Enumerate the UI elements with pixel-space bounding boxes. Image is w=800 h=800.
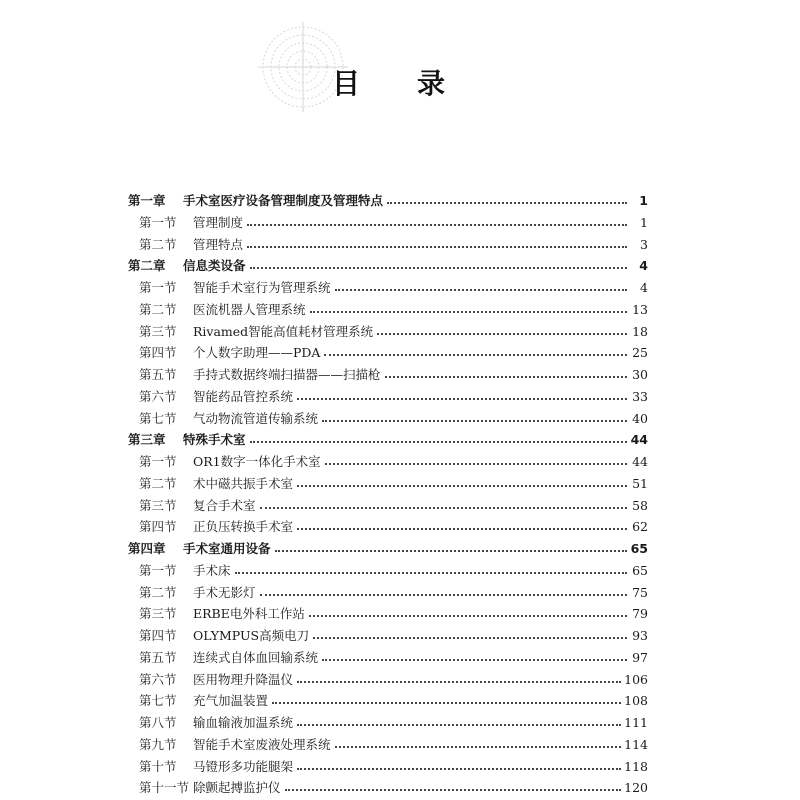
toc-dot-leader — [272, 701, 621, 704]
toc-entry-title: 术中磁共振手术室 — [193, 475, 294, 491]
toc-dot-leader — [275, 549, 627, 552]
toc-section-entry[interactable] — [139, 386, 648, 407]
toc-page-number: 79 — [632, 606, 648, 622]
toc-dot-leader — [247, 223, 627, 226]
toc-entry-label: 第十一节 — [139, 780, 190, 796]
toc-entry-title: 气动物流管道传输系统 — [193, 410, 319, 426]
page-title-char-2: 录 — [417, 67, 446, 100]
toc-entry-label: 第四节 — [139, 345, 177, 361]
toc-page-number: 75 — [632, 584, 648, 600]
toc-section-entry[interactable] — [139, 756, 648, 777]
toc-entry-title: ERBE电外科工作站 — [193, 606, 305, 622]
toc-dot-leader — [322, 419, 627, 422]
toc-entry-label: 第三节 — [139, 606, 177, 622]
toc-page-number: 13 — [632, 301, 648, 317]
toc-entry-label: 第一节 — [139, 280, 177, 295]
toc-section-entry[interactable] — [139, 516, 648, 537]
toc-dot-leader — [387, 201, 627, 204]
toc-dot-leader — [325, 462, 627, 465]
toc-page-number: 3 — [640, 236, 648, 252]
toc-entry-title: 医用物理升降温仪 — [193, 671, 294, 687]
toc-entry-label: 第七节 — [139, 410, 177, 426]
toc-entry-title: OLYMPUS高频电刀 — [193, 628, 310, 643]
toc-dot-leader — [260, 593, 627, 596]
toc-dot-leader — [247, 245, 627, 248]
toc-section-entry[interactable] — [139, 712, 648, 733]
toc-entry-title: 手术室医疗设备管理制度及管理特点 — [183, 193, 384, 208]
toc-dot-leader — [310, 310, 627, 313]
toc-entry-label: 第九节 — [139, 736, 177, 752]
toc-page-number: 93 — [632, 628, 648, 643]
toc-section-entry[interactable] — [139, 342, 648, 363]
toc-dot-leader — [297, 767, 621, 770]
toc-page-number: 106 — [624, 671, 648, 687]
toc-dot-leader — [235, 571, 627, 574]
toc-entry-title: 智能手术室废液处理系统 — [193, 736, 331, 752]
toc-dot-leader — [297, 723, 621, 726]
toc-entry-title: 正负压转换手术室 — [193, 519, 294, 535]
toc-dot-leader — [297, 397, 627, 400]
toc-entry-title: 手术室通用设备 — [183, 541, 271, 556]
toc-entry-label: 第三节 — [139, 323, 177, 339]
toc-page-number: 58 — [632, 497, 648, 513]
toc-section-entry[interactable] — [139, 669, 648, 690]
toc-entry-title: 管理特点 — [193, 236, 244, 252]
toc-dot-leader — [297, 680, 621, 683]
toc-dot-leader — [309, 614, 627, 617]
toc-section-entry[interactable] — [139, 734, 648, 755]
toc-dot-leader — [335, 288, 627, 291]
toc-entry-label: 第一节 — [139, 454, 177, 469]
toc-page-number: 108 — [624, 693, 648, 709]
toc-entry-label: 第四节 — [139, 628, 177, 643]
toc-entry-title: OR1数字一体化手术室 — [193, 454, 321, 469]
toc-section-entry[interactable] — [139, 560, 648, 581]
toc-entry-title: 马镫形多功能腿架 — [193, 758, 294, 774]
toc-dot-leader — [260, 506, 627, 509]
toc-entry-label: 第一章 — [128, 193, 166, 208]
toc-section-entry[interactable] — [139, 603, 648, 624]
toc-page-number: 114 — [624, 736, 648, 752]
toc-entry-label: 第八节 — [139, 715, 177, 730]
toc-page-number: 1 — [639, 193, 648, 208]
toc-entry-title: 个人数字助理——PDA — [193, 345, 321, 361]
toc-page-number: 97 — [632, 649, 648, 665]
toc-page-number: 44 — [630, 432, 648, 448]
toc-page-number: 18 — [632, 323, 648, 339]
toc-page-number: 65 — [630, 541, 648, 556]
toc-entry-label: 第一节 — [139, 214, 177, 230]
toc-chapter-entry[interactable] — [128, 538, 648, 559]
toc-entry-title: 手持式数据终端扫描器——扫描枪 — [193, 367, 381, 382]
toc-entry-title: 医流机器人管理系统 — [193, 301, 306, 317]
toc-entry-label: 第六节 — [139, 388, 177, 404]
toc-entry-label: 第四章 — [128, 541, 166, 556]
toc-page-number: 33 — [632, 388, 648, 404]
toc-section-entry[interactable] — [139, 473, 648, 494]
toc-entry-title: 连续式自体血回输系统 — [193, 649, 319, 665]
toc-page-number: 1 — [640, 214, 648, 230]
toc-section-entry[interactable] — [139, 495, 648, 516]
toc-entry-label: 第二节 — [139, 475, 177, 491]
toc-section-entry[interactable] — [139, 364, 648, 385]
toc-entry-label: 第五节 — [139, 367, 177, 382]
toc-section-entry[interactable] — [139, 234, 648, 255]
toc-entry-label: 第三节 — [139, 497, 177, 513]
toc-entry-title: 智能手术室行为管理系统 — [193, 280, 331, 295]
toc-page-number: 120 — [624, 780, 648, 796]
toc-section-entry[interactable] — [139, 647, 648, 668]
toc-dot-leader — [322, 658, 627, 661]
toc-section-entry[interactable] — [139, 625, 648, 646]
toc-section-entry[interactable] — [139, 277, 648, 298]
toc-page-number: 44 — [632, 454, 648, 469]
toc-entry-label: 第二节 — [139, 584, 177, 600]
toc-entry-title: 管理制度 — [193, 214, 244, 230]
toc-page-number: 30 — [632, 367, 648, 382]
toc-dot-leader — [297, 527, 627, 530]
page-title-char-1: 目 — [332, 67, 361, 100]
toc-entry-label: 第一节 — [139, 562, 177, 578]
toc-entry-label: 第二章 — [128, 258, 166, 274]
toc-entry-title: 信息类设备 — [183, 258, 246, 274]
toc-entry-label: 第十节 — [139, 758, 177, 774]
toc-page-number: 111 — [624, 715, 648, 730]
toc-chapter-entry[interactable] — [128, 190, 648, 211]
toc-page-number: 40 — [632, 410, 648, 426]
toc-entry-title: 复合手术室 — [193, 497, 256, 513]
toc-section-entry[interactable] — [139, 212, 648, 233]
toc-dot-leader — [335, 745, 622, 748]
toc-chapter-entry[interactable] — [128, 429, 648, 450]
toc-entry-label: 第二节 — [139, 236, 177, 252]
toc-page-number: 25 — [632, 345, 648, 361]
toc-entry-label: 第六节 — [139, 671, 177, 687]
toc-entry-title: 手术床 — [193, 562, 231, 578]
toc-page-number: 118 — [624, 758, 648, 774]
toc-section-entry[interactable] — [139, 582, 648, 603]
toc-chapter-entry[interactable] — [128, 255, 648, 276]
toc-entry-title: 充气加温装置 — [193, 693, 269, 709]
toc-dot-leader — [250, 266, 627, 269]
toc-page-number: 65 — [632, 562, 648, 578]
toc-section-entry[interactable] — [139, 321, 648, 342]
toc-section-entry[interactable] — [139, 299, 648, 320]
toc-dot-leader — [324, 353, 627, 356]
toc-page-number: 4 — [639, 258, 648, 274]
toc-dot-leader — [313, 636, 627, 639]
toc-entry-title: 手术无影灯 — [193, 584, 256, 600]
toc-dot-leader — [385, 375, 627, 378]
toc-page-number: 51 — [632, 475, 648, 491]
toc-dot-leader — [250, 440, 627, 443]
toc-section-entry[interactable] — [139, 777, 648, 798]
toc-entry-label: 第三章 — [128, 432, 166, 448]
toc-entry-label: 第四节 — [139, 519, 177, 535]
toc-entry-title: Rivamed智能高值耗材管理系统 — [193, 323, 374, 339]
toc-section-entry[interactable] — [139, 408, 648, 429]
toc-dot-leader — [377, 332, 627, 335]
toc-section-entry[interactable] — [139, 451, 648, 472]
toc-entry-title: 特殊手术室 — [183, 432, 246, 448]
toc-entry-title: 智能药品管控系统 — [193, 388, 294, 404]
toc-section-entry[interactable] — [139, 690, 648, 711]
toc-page-number: 62 — [632, 519, 648, 535]
toc-entry-label: 第二节 — [139, 301, 177, 317]
toc-entry-title: 除颤起搏监护仪 — [193, 780, 281, 796]
toc-entry-label: 第七节 — [139, 693, 177, 709]
toc-dot-leader — [297, 484, 627, 487]
toc-page-number: 4 — [640, 280, 648, 295]
toc-entry-label: 第五节 — [139, 649, 177, 665]
toc-dot-leader — [285, 788, 622, 791]
toc-entry-title: 输血输液加温系统 — [193, 715, 294, 730]
